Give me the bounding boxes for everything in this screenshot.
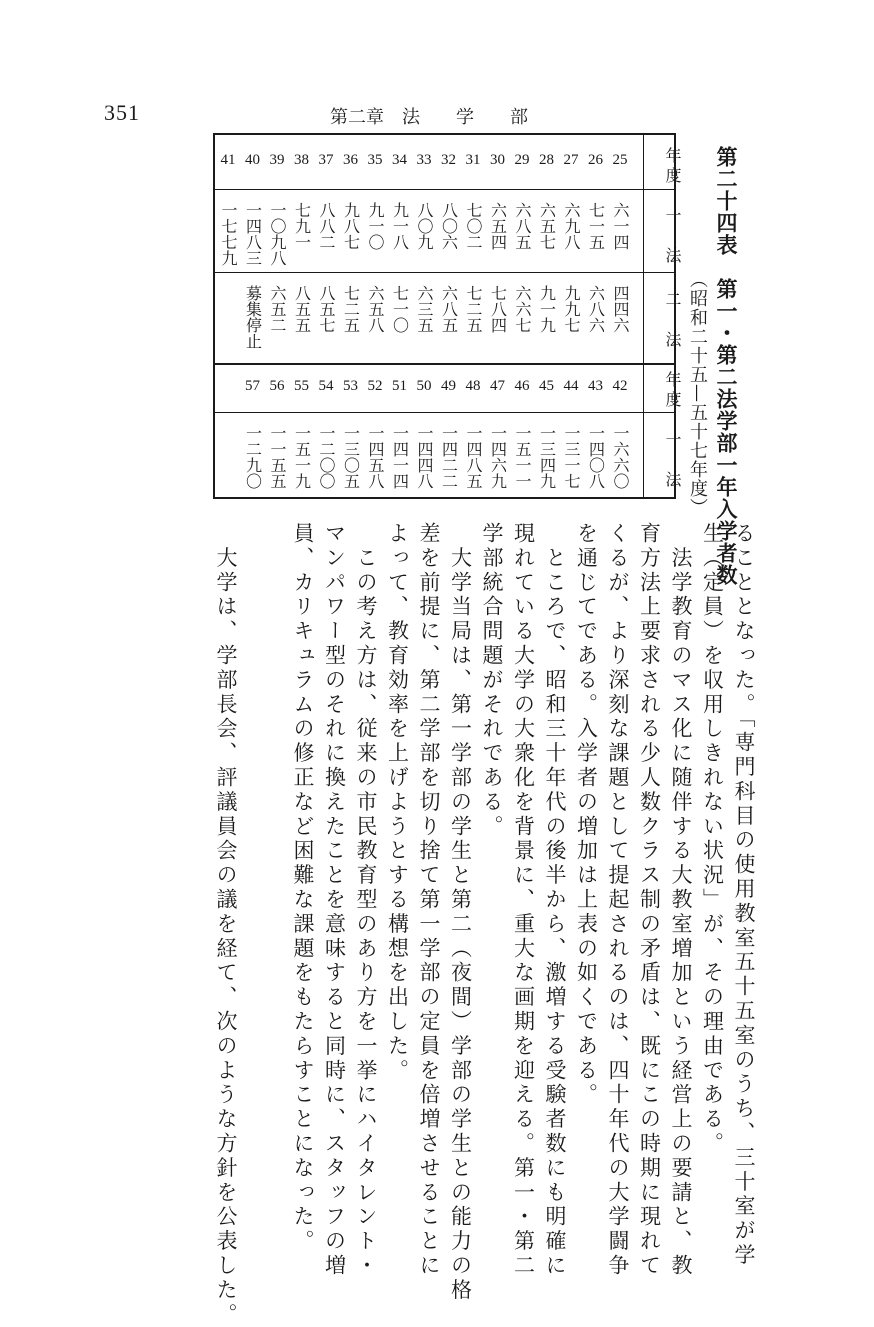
year-cell: 42 (612, 378, 628, 394)
page-number: 351 (104, 100, 140, 125)
second-law-cell: 募集停止 (243, 285, 263, 349)
first-law-cell: 一一五五 (268, 425, 287, 489)
table-rule (215, 412, 674, 413)
first-law-cell: 一二〇〇 (317, 425, 336, 489)
second-law-cell: 六八五 (439, 285, 459, 333)
header-first-a: 一 法 (663, 207, 682, 267)
year-cell: 41 (220, 152, 236, 168)
first-law-cell: 一〇九八 (268, 202, 287, 266)
second-law-cell: 八五五 (292, 285, 312, 333)
year-cell: 32 (441, 152, 456, 168)
body-line: くるが、より深刻な課題として提起されるのは、四十年代の大学闘争 (606, 522, 630, 1279)
year-cell: 25 (612, 152, 628, 168)
header-year-a: 年度 (663, 147, 682, 187)
first-law-cell: 七一五 (586, 202, 606, 250)
body-line: よって、教育効率を上げようとする構想を出した。 (385, 522, 410, 1084)
first-law-cell: 一三四九 (537, 425, 557, 489)
first-law-cell: 一四五八 (366, 425, 385, 489)
body-line: 員、カリキュラムの修正など困難な課題をもたらすことになった。 (291, 522, 315, 1254)
body-line: マンパワー型のそれに換えたことを意味すると同時に、スタッフの増 (322, 522, 347, 1279)
body-line: ところで、昭和三十年代の後半から、激増する受験者数にも明確に (543, 522, 567, 1279)
body-line: 現れている大学の大衆化を背景に、重大な画期を迎える。第一・第二 (511, 522, 536, 1279)
first-law-cell: 九一八 (390, 202, 410, 250)
year-cell: 54 (318, 378, 334, 394)
second-law-cell: 四四六 (611, 285, 630, 333)
first-law-cell: 八八二 (317, 202, 336, 250)
first-law-cell: 六五七 (537, 202, 557, 250)
first-law-cell: 九一〇 (366, 202, 385, 250)
year-cell: 45 (539, 378, 554, 394)
year-cell: 39 (269, 152, 285, 168)
second-law-cell: 六五二 (268, 285, 287, 333)
running-head: 第二章 法 学 部 (330, 107, 528, 128)
body-line: を通じてである。入学者の増加は上表の如くである。 (574, 522, 599, 1108)
year-cell: 34 (392, 152, 407, 168)
first-law-cell: 一四一四 (390, 425, 410, 489)
enrollment-table (213, 133, 682, 499)
year-cell: 35 (367, 152, 383, 168)
table-title: 第二十四表 第一・第二法学部一年入学者数 (714, 146, 739, 586)
first-law-cell: 六八五 (513, 202, 532, 250)
first-law-cell: 一三〇五 (341, 425, 361, 489)
year-cell: 49 (441, 378, 456, 394)
year-cell: 52 (367, 378, 383, 394)
table-subtitle: （昭和二十五—五十七年度） (687, 270, 708, 517)
body-line: この考え方は、従来の市民教育型のあり方を一挙にハイタレント・ (354, 522, 378, 1279)
header-second-a: 二 法 (663, 291, 682, 351)
year-cell: 43 (588, 378, 603, 394)
first-law-cell: 六一四 (611, 202, 630, 250)
second-law-cell: 九一九 (537, 285, 557, 333)
second-law-cell: 九九七 (562, 285, 581, 333)
year-cell: 38 (294, 152, 309, 168)
year-cell: 57 (245, 378, 260, 394)
year-cell: 28 (539, 152, 554, 168)
first-law-cell: 一二九〇 (243, 425, 263, 489)
year-cell: 27 (563, 152, 579, 168)
year-cell: 46 (514, 378, 530, 394)
second-law-cell: 六六七 (513, 285, 532, 333)
body-line: 大学当局は、第一学部の学生と第二（夜間）学部の学生との能力の格 (448, 522, 473, 1303)
year-cell: 30 (490, 152, 505, 168)
body-line: 生（定員）を収用しきれない状況」が、その理由である。 (700, 522, 725, 1157)
first-law-cell: 一四〇八 (586, 425, 606, 489)
header-year-b: 年度 (663, 371, 682, 411)
first-law-cell: 一七七九 (219, 202, 238, 266)
first-law-cell: 七〇二 (464, 202, 483, 250)
second-law-cell: 七二五 (464, 285, 483, 333)
first-law-cell: 八〇六 (439, 202, 459, 250)
year-cell: 50 (416, 378, 432, 394)
first-law-cell: 一三一七 (562, 425, 581, 489)
year-cell: 37 (318, 152, 334, 168)
second-law-cell: 六八六 (586, 285, 606, 333)
first-law-cell: 六五四 (488, 202, 508, 250)
first-law-cell: 一五一九 (292, 425, 312, 489)
year-cell: 53 (343, 378, 358, 394)
body-line: 育方法上要求される少人数クラス制の矛盾は、既にこの時期に現れて (637, 522, 662, 1279)
table-rule (215, 189, 674, 190)
year-cell: 56 (269, 378, 285, 394)
second-law-cell: 七一〇 (390, 285, 410, 333)
second-law-cell: 六五八 (366, 285, 385, 333)
year-cell: 51 (392, 378, 407, 394)
year-cell: 26 (588, 152, 603, 168)
table-rule (215, 272, 674, 273)
first-law-cell: 一五一一 (513, 425, 532, 489)
body-line: 差を前提に、第二学部を切り捨て第一学部の定員を倍増させることに (417, 522, 441, 1279)
first-law-cell: 一四八三 (243, 202, 263, 266)
first-law-cell: 七九一 (292, 202, 312, 250)
year-cell: 31 (465, 152, 481, 168)
year-cell: 44 (563, 378, 579, 394)
year-cell: 55 (294, 378, 309, 394)
second-law-cell: 八五七 (317, 285, 336, 333)
year-cell: 48 (465, 378, 481, 394)
body-line: 大学は、学部長会、評議員会の議を経て、次のような方針を公表した。 (214, 522, 238, 1327)
body-line: 学部統合問題がそれである。 (480, 522, 504, 840)
first-law-cell: 一四四八 (415, 425, 434, 489)
table-rule (643, 135, 644, 497)
year-cell: 29 (514, 152, 530, 168)
second-law-cell: 七二五 (341, 285, 361, 333)
first-law-cell: 一四六九 (488, 425, 508, 489)
table-rule (215, 363, 674, 365)
year-cell: 40 (245, 152, 260, 168)
year-cell: 36 (343, 152, 358, 168)
year-cell: 47 (490, 378, 505, 394)
first-law-cell: 九八七 (341, 202, 361, 250)
year-cell: 33 (416, 152, 432, 168)
first-law-cell: 一四八五 (464, 425, 483, 489)
first-law-cell: 六九八 (562, 202, 581, 250)
second-law-cell: 七八四 (488, 285, 508, 333)
body-line: 法学教育のマス化に随伴する大教室増加という経営上の要請と、教 (669, 522, 693, 1279)
first-law-cell: 一六六〇 (611, 425, 630, 489)
first-law-cell: 一四二二 (439, 425, 459, 489)
body-line: ることとなった。「専門科目の使用教室五十五室のうち、三十室が学 (732, 522, 756, 1268)
second-law-cell: 六三五 (415, 285, 434, 333)
first-law-cell: 八〇九 (415, 202, 434, 250)
header-first-b: 一 法 (663, 431, 682, 491)
